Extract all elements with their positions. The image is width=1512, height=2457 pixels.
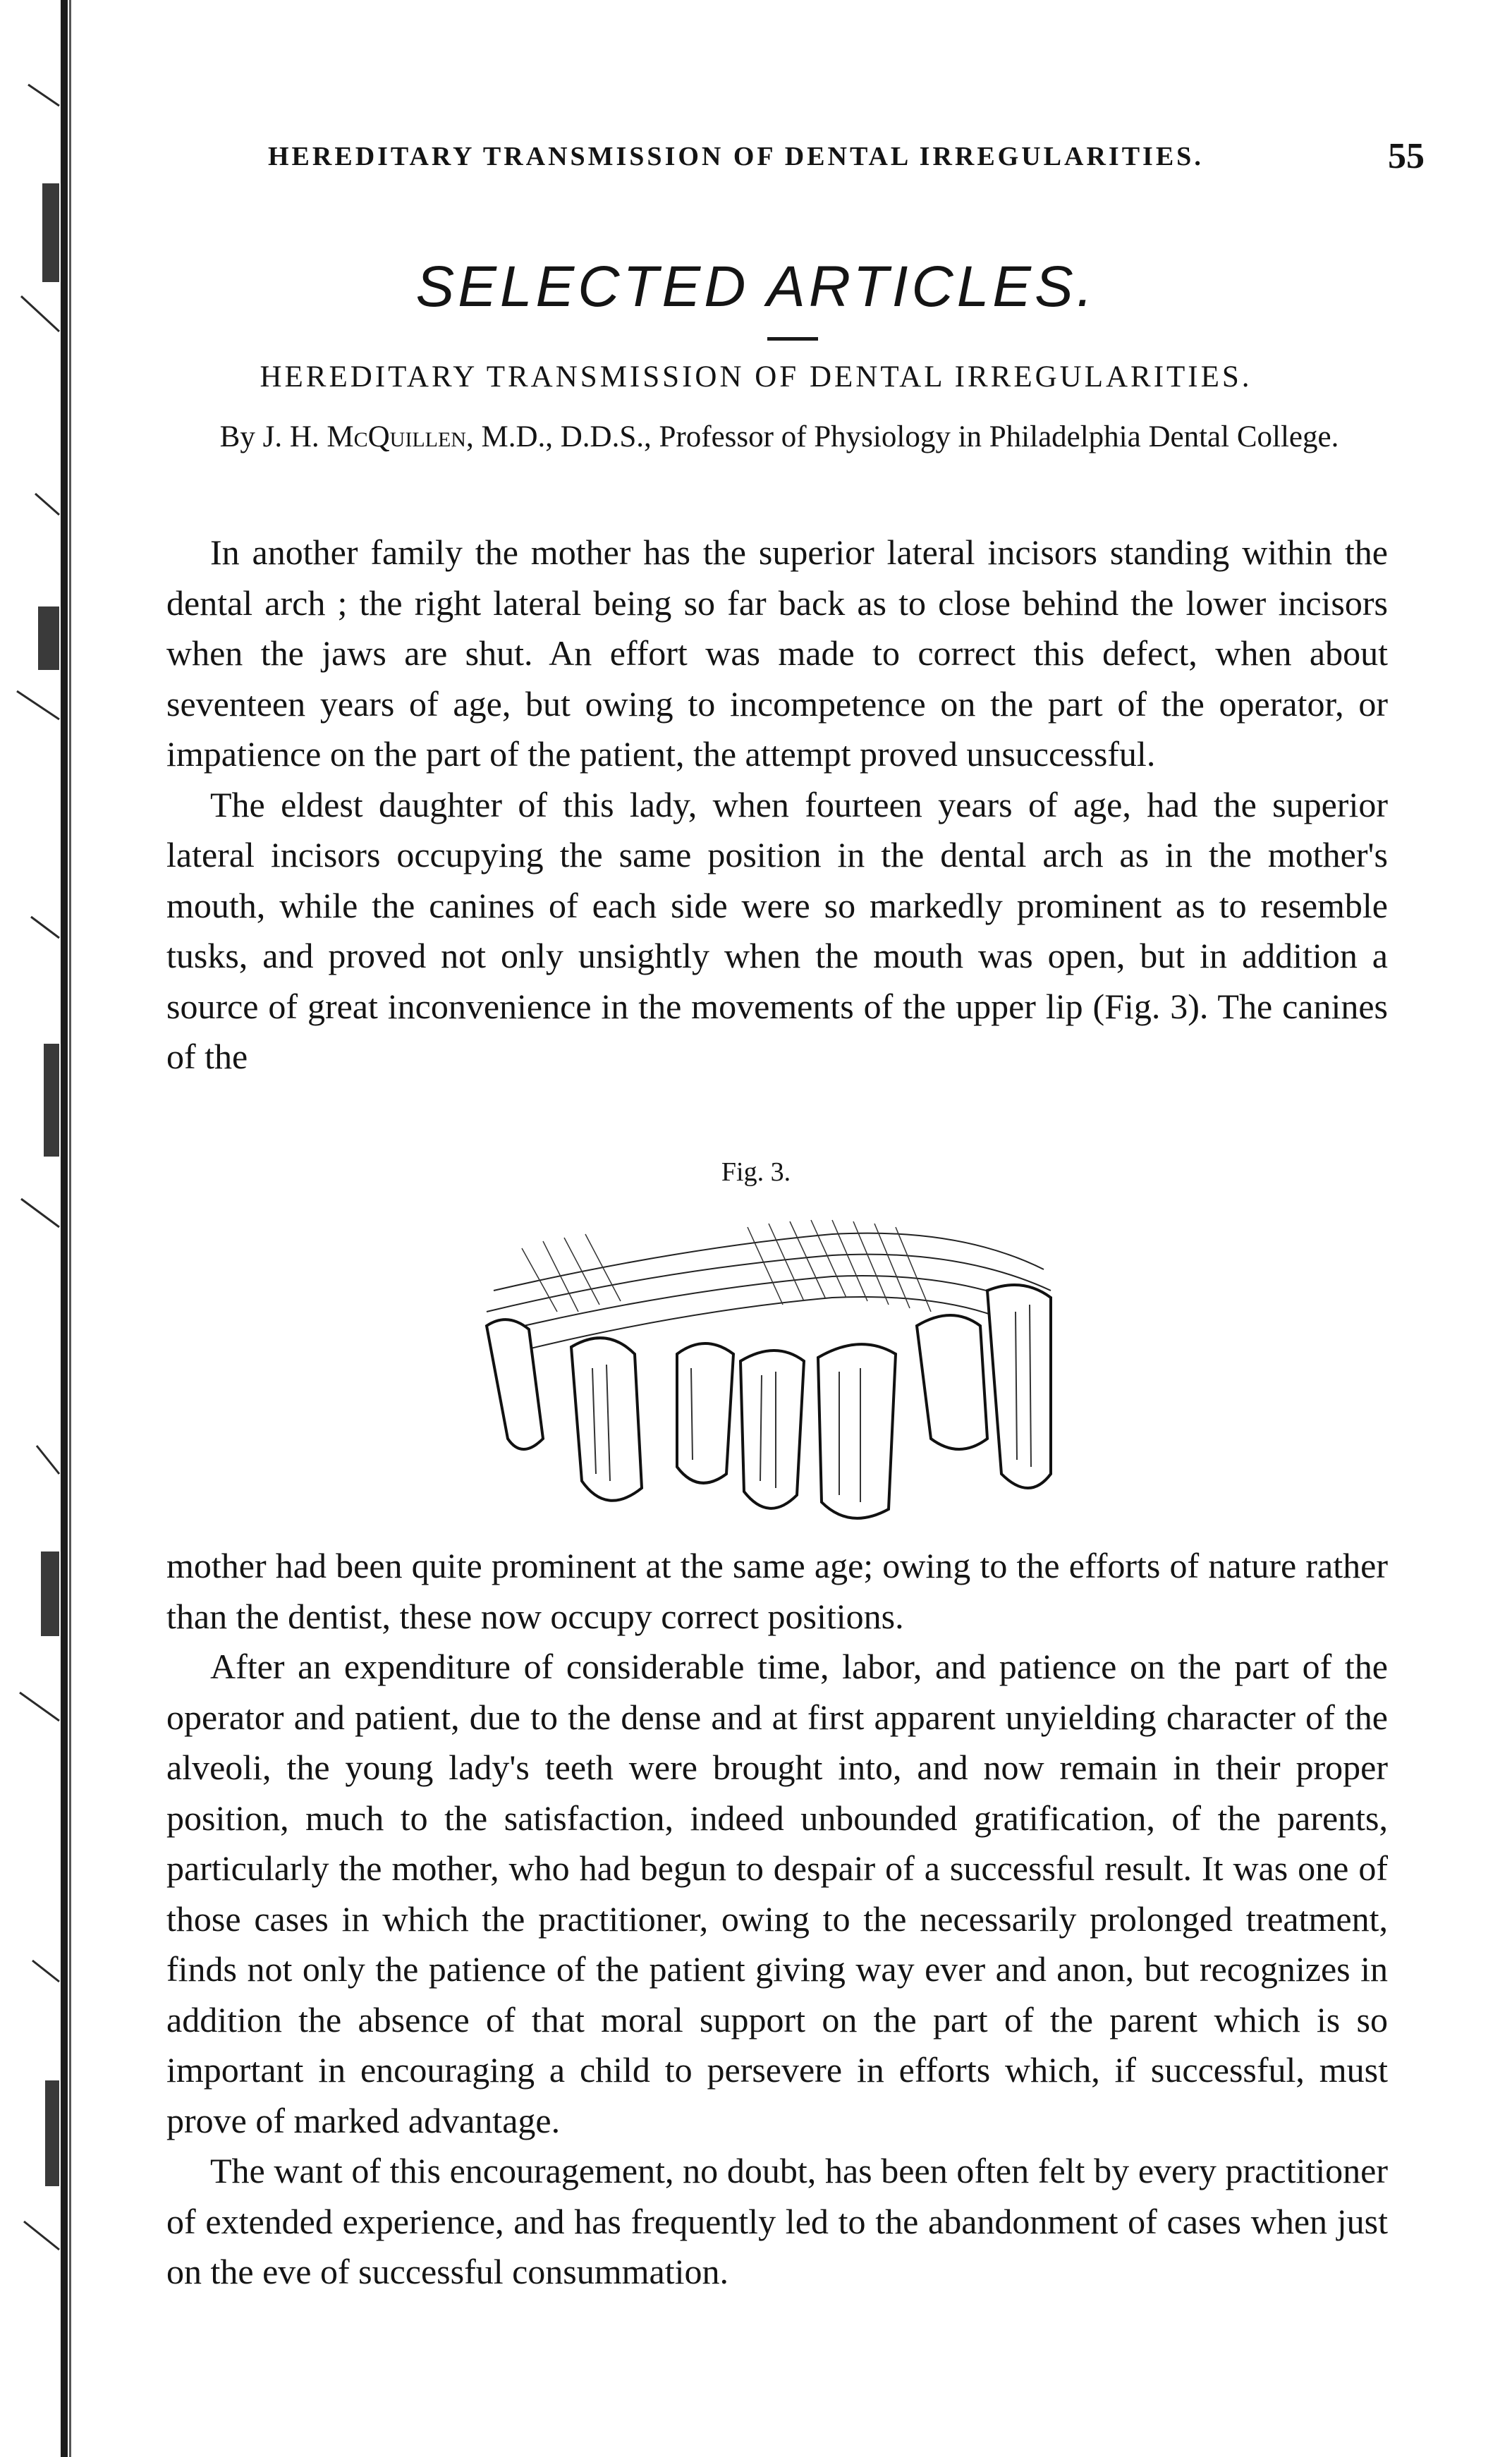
byline-by: By J. H. [219,420,319,453]
paragraph: In another family the mother has the superior lateral incisors standing within the dental arch ; the right lateral being so far back as to close behind the lower incisors when the jaws are shut. An effort was made to correct this defect, when about seventeen years of age, but owing to incompetence on the part of the operator, or impatience on the part of the patient, the attempt proved unsuccessful. [166,532,1388,774]
paragraph: After an expenditure of considerable time, labor, and patience on the part of the operator and patient, due to the dense and at first apparent unyielding character of the alveoli, the young lady's teeth were brought into, and now remain in their proper position, much to the satisfaction, indeed unbounded gratification, of the parents, particularly the mother, who had begun to despair of a successful result. It was one of those cases in which the practitioner, owing to the necessarily prolonged treatment, finds not only the patience of the patient giving way ever and anon, but recognizes in addition the absence of that moral support on the part of the parent which is so important in encouraging a child to persevere in efforts which, if successful, must prove of marked advantage. [166,1647,1388,2140]
figure-caption: Fig. 3. [721,1157,791,1187]
byline-name: McQuillen, [327,420,474,453]
article-title: HEREDITARY TRANSMISSION OF DENTAL IRREGULARITIES. [260,360,1252,394]
body-text-bottom [166,1541,1388,2298]
running-head [268,136,1425,197]
body-text-top [166,528,1388,1083]
section-title: SELECTED ARTICLES. [415,255,1097,319]
paragraph: The eldest daughter of this lady, when fourteen years of age, had the superior lateral incisors occupying the same position in the dental arch as in the mother's mouth, while the canines of each side were so markedly prominent as to resemble tusks, and proved not only unsightly when the mouth was open, but in addition a source of great inconvenience in the movements of the upper lip (Fig. 3). The canines of the [166,784,1388,1076]
divider-rule [767,337,818,341]
running-head-title: HEREDITARY TRANSMISSION OF DENTAL IRREGULARITIES. [268,142,1204,171]
page-number: 55 [1388,136,1425,176]
byline-rest: M.D., D.D.S., Professor of Physiology in Philadelphia Dental College. [481,420,1339,453]
paragraph: The want of this encouragement, no doubt, has been often felt by every practitioner of extended experience, and has frequently led to the abandonment of cases when just on the eve of successful consummation. [166,2151,1388,2291]
byline [169,415,1389,460]
teeth-engraving-icon [465,1206,1072,1537]
paragraph: mother had been quite prominent at the same age; owing to the efforts of nature rather than the dentist, these now occupy correct positions. [166,1546,1388,1636]
